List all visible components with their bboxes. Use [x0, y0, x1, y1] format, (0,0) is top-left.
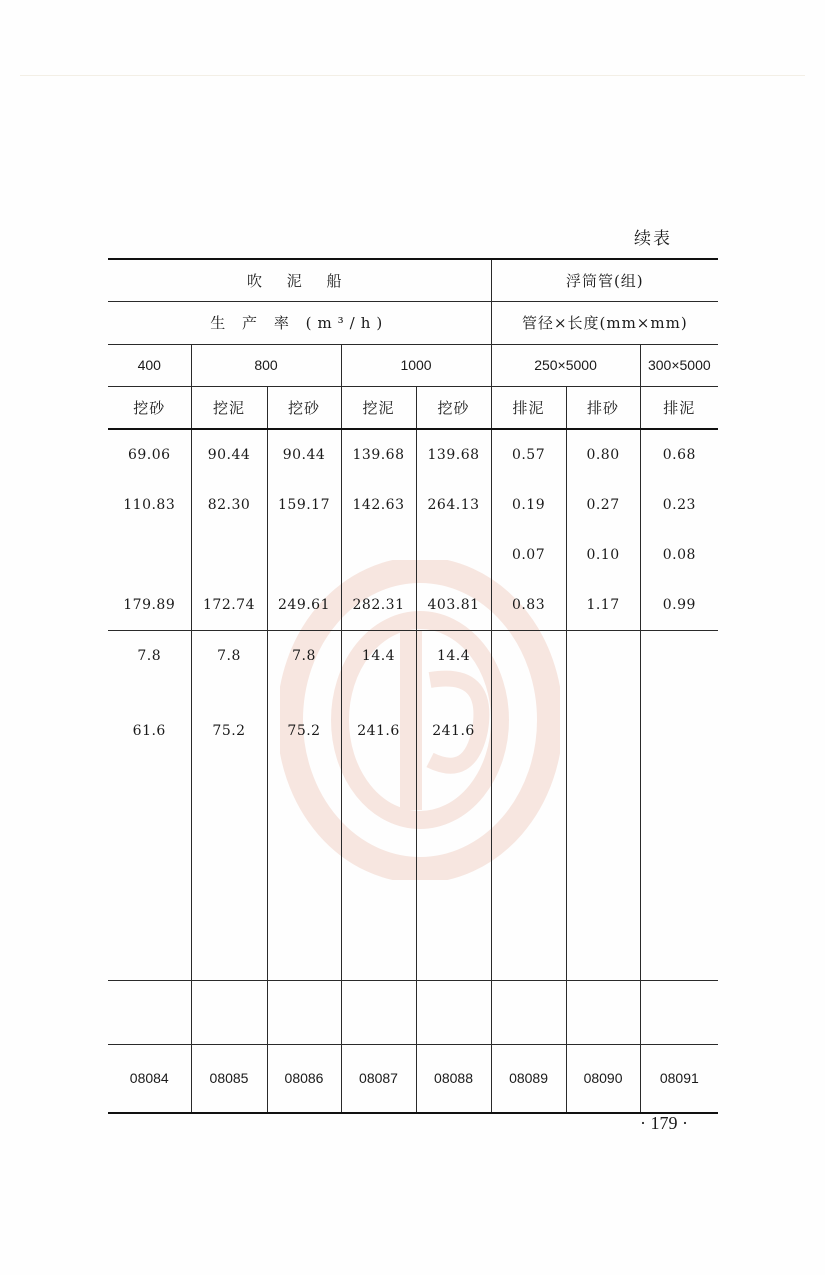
code-4: 08087: [341, 1045, 416, 1113]
top-rule: [20, 75, 805, 76]
s1-col-1-v2: 110.83: [123, 497, 176, 513]
s2-col-1: [108, 631, 191, 981]
pipe-250x5000: 250×5000: [491, 344, 640, 386]
header-row-2: [108, 301, 718, 344]
s1-col-8: [640, 429, 718, 631]
section-1-row: [108, 429, 718, 631]
s1-col-8-v4: 0.99: [662, 597, 696, 613]
pipe-spec-header: 管径×长度(mm×mm): [491, 301, 718, 344]
s1-col-5-v1: 139.68: [427, 447, 480, 463]
s2-col-2-v2: 75.2: [212, 723, 246, 739]
code-5: 08088: [416, 1045, 491, 1113]
capacity-1000: 1000: [341, 344, 491, 386]
page-number: · 179 ·: [640, 1113, 688, 1133]
work-type-3: 挖砂: [267, 386, 341, 429]
empty-cell-6: [491, 981, 566, 1045]
code-3: 08086: [267, 1045, 341, 1113]
productivity-header-label: 生 产 率 (m³/h): [210, 314, 389, 332]
pontoon-pipe-header: 浮筒管(组): [491, 259, 718, 301]
s1-col-6-v4: 0.83: [511, 597, 546, 613]
s1-col-4-v4: 282.31: [352, 597, 405, 613]
s1-col-6-v1: 0.57: [511, 447, 546, 463]
empty-cell-5: [416, 981, 491, 1045]
s1-col-7-v3: 0.10: [586, 547, 620, 563]
s1-col-5-v3: [417, 530, 491, 580]
code-7: 08090: [566, 1045, 640, 1113]
s1-col-4: [341, 429, 416, 631]
s2-col-6: [491, 631, 566, 981]
s1-col-6-v3: 0.07: [511, 547, 546, 563]
s1-col-2-v2: 82.30: [207, 497, 251, 513]
s1-col-6-v2: 0.19: [511, 497, 546, 513]
s1-col-8-v1: 0.68: [662, 447, 696, 463]
s1-col-3-v1: 90.44: [282, 447, 326, 463]
work-type-2: 挖泥: [191, 386, 267, 429]
continued-label: 续表: [634, 229, 672, 249]
s1-col-3-v4: 249.61: [278, 597, 330, 613]
s1-col-1: [108, 429, 191, 631]
header-row-4: [108, 386, 718, 429]
dredger-header-label: 吹 泥 船: [247, 271, 352, 290]
s2-col-1-v2: 61.6: [132, 723, 166, 739]
s2-col-1-v1: 7.8: [137, 648, 162, 664]
s2-col-2-v1: 7.8: [217, 648, 241, 664]
s2-col-5-v1: 14.4: [436, 648, 471, 664]
dredger-header: [108, 259, 491, 301]
s1-col-4-v1: 139.68: [352, 447, 405, 463]
code-6: 08089: [491, 1045, 566, 1113]
s1-col-7: [566, 429, 640, 631]
s2-col-5-v2: 241.6: [432, 723, 475, 739]
pipe-300x5000: 300×5000: [640, 344, 718, 386]
s1-col-2-v1: 90.44: [207, 447, 251, 463]
section-2-row: [108, 631, 718, 981]
quota-table: [108, 258, 718, 1114]
s1-col-8-v2: 0.23: [662, 497, 696, 513]
s1-col-1-v4: 179.89: [123, 597, 176, 613]
s1-col-4-v3: [342, 530, 416, 580]
capacity-400: 400: [108, 344, 191, 386]
s2-col-4: [341, 631, 416, 981]
s1-col-6: [491, 429, 566, 631]
code-row: [108, 1045, 718, 1113]
s1-col-1-v1: 69.06: [127, 447, 171, 463]
s2-col-2: [191, 631, 267, 981]
empty-cell-2: [191, 981, 267, 1045]
s2-col-7: [566, 631, 640, 981]
header-row-3: [108, 344, 718, 386]
s1-col-2-v3: [192, 530, 267, 580]
work-type-5: 挖砂: [416, 386, 491, 429]
header-row-1: [108, 259, 718, 301]
capacity-800: 800: [191, 344, 341, 386]
s2-col-3-v2: 75.2: [287, 723, 321, 739]
s2-col-4-v1: 14.4: [361, 648, 396, 664]
code-2: 08085: [191, 1045, 267, 1113]
s1-col-7-v2: 0.27: [586, 497, 620, 513]
code-8: 08091: [640, 1045, 718, 1113]
s1-col-8-v3: 0.08: [662, 547, 696, 563]
s1-col-5: [416, 429, 491, 631]
empty-cell-4: [341, 981, 416, 1045]
s2-col-3: [267, 631, 341, 981]
empty-cell-7: [566, 981, 640, 1045]
s1-col-2-v4: 172.74: [203, 597, 255, 613]
s1-col-7-v1: 0.80: [586, 447, 620, 463]
s1-col-5-v2: 264.13: [427, 497, 480, 513]
s2-col-5: [416, 631, 491, 981]
s1-col-5-v4: 403.81: [427, 597, 480, 613]
s2-col-3-v1: 7.8: [292, 648, 316, 664]
s1-col-2: [191, 429, 267, 631]
work-type-4: 挖泥: [341, 386, 416, 429]
empty-row: [108, 981, 718, 1045]
empty-cell-3: [267, 981, 341, 1045]
s1-col-4-v2: 142.63: [352, 497, 405, 513]
s1-col-3: [267, 429, 341, 631]
work-type-7: 排砂: [566, 386, 640, 429]
s1-col-7-v4: 1.17: [586, 597, 620, 613]
productivity-header: [108, 301, 491, 344]
empty-cell-8: [640, 981, 718, 1045]
work-type-1: 挖砂: [108, 386, 191, 429]
code-1: 08084: [108, 1045, 191, 1113]
work-type-8: 排泥: [640, 386, 718, 429]
s2-col-8: [640, 631, 718, 981]
s1-col-3-v2: 159.17: [278, 497, 330, 513]
s1-col-3-v3: [268, 530, 341, 580]
work-type-6: 排泥: [491, 386, 566, 429]
s1-col-1-v3: [108, 530, 191, 580]
s2-col-4-v2: 241.6: [357, 723, 400, 739]
empty-cell-1: [108, 981, 191, 1045]
